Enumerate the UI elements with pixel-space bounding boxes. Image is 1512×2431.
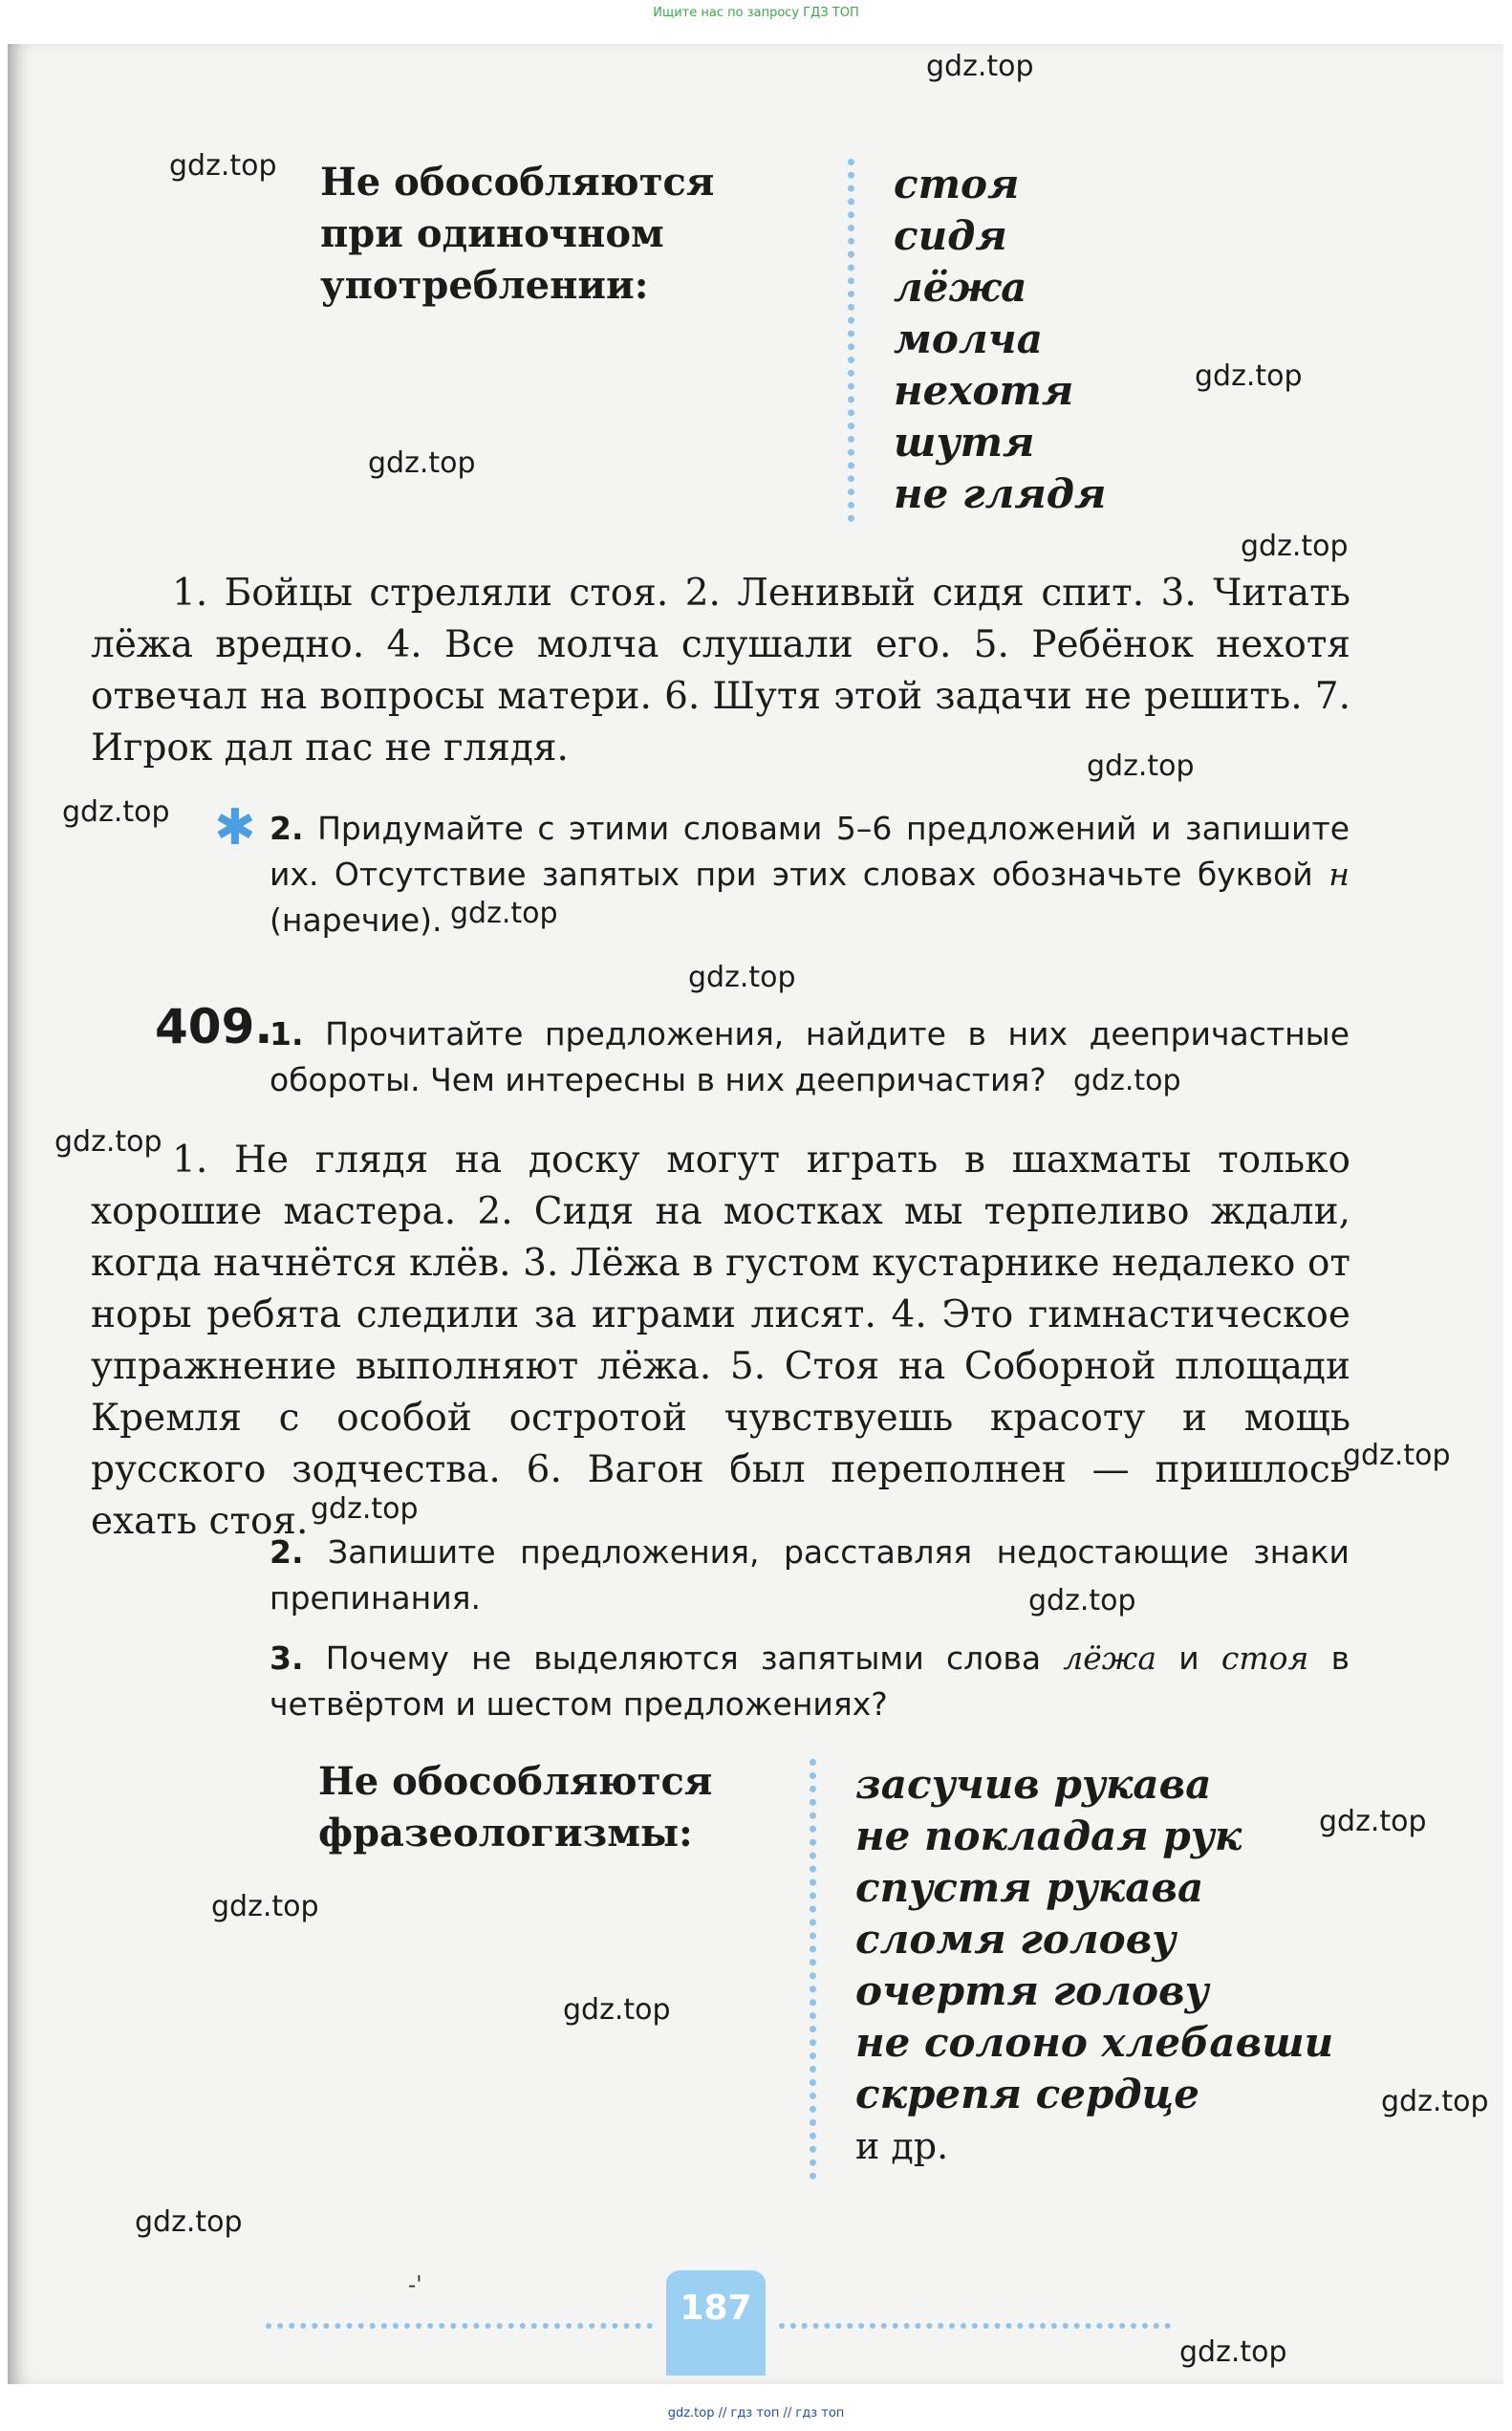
rule2-word: очертя голову — [855, 1967, 1209, 2014]
rule1-word: не глядя — [894, 470, 1107, 517]
footer-dots-left — [266, 2323, 653, 2329]
task-number: 2. — [270, 1533, 304, 1571]
rule2-divider — [810, 1759, 816, 2180]
watermark: gdz.top — [1319, 1805, 1427, 1838]
task-2 — [270, 806, 1350, 944]
rule1-title-line: употреблении: — [320, 263, 649, 308]
rule1-word: нехотя — [894, 367, 1074, 414]
rule2-word: скрепя сердце — [855, 2071, 1199, 2117]
watermark: gdz.top — [211, 1890, 319, 1923]
rule1-word: лёжа — [894, 264, 1027, 311]
rule1-divider — [848, 159, 854, 522]
watermark: gdz.top — [1241, 530, 1349, 563]
stray-mark: -' — [408, 2271, 422, 2298]
rule2-title-line: Не обособляются — [318, 1759, 713, 1804]
watermark: gdz.top — [169, 149, 277, 183]
exercise-409-task-3 — [270, 1636, 1350, 1727]
task-number: 2. — [270, 810, 304, 847]
watermark: gdz.top — [1179, 2335, 1287, 2369]
exercise-number: 409. — [155, 999, 273, 1054]
watermark: gdz.top — [1087, 749, 1195, 783]
task-letter: н — [1328, 856, 1350, 893]
exercise-409-task-2 — [270, 1530, 1350, 1621]
task-number: 3. — [270, 1639, 304, 1677]
rule1-word-list — [894, 159, 1295, 520]
rule1-word: сидя — [894, 212, 1007, 259]
watermark: gdz.top — [368, 446, 476, 480]
exercise-409-sentences: 1. Не глядя на доску могут играть в шахматы только хорошие мастера. 2. Сидя на мостках мы терпеливо ждали, когда начнётся клёв. 3. Лёжа в густом кустарнике недалеко от норы ребята следили за играми лисят. 4. Это гимнастическое упражнение выполняют лёжа. 5. Стоя на Соборной площади Кремля с особой остротой чувствуешь красоту и мощь русского зодчества. 6. Вагон был переполнен — пришлось ехать стоя. — [91, 1139, 1350, 1543]
task-word: лёжа — [1063, 1639, 1156, 1677]
watermark: gdz.top — [1381, 2085, 1489, 2118]
task-text: Придумайте с этими словами 5–6 предложений и запишите их. Отсутствие запятых при этих словах обозначьте буквой — [270, 810, 1350, 893]
task-text: и — [1178, 1639, 1199, 1677]
star-icon: ✱ — [214, 799, 256, 857]
watermark: gdz.top — [135, 2205, 243, 2239]
footer-links[interactable]: gdz.top // гдз топ // гдз топ — [667, 2406, 845, 2420]
task-word: стоя — [1220, 1639, 1309, 1677]
site-banner[interactable]: Ищите нас по запросу ГДЗ ТОП — [653, 6, 859, 20]
footer-dots-right — [779, 2323, 1171, 2329]
task-text: Прочитайте предложения, найдите в них деепричастные обороты. Чем интересны в них деепричастия? — [270, 1015, 1350, 1098]
watermark: gdz.top — [1343, 1439, 1451, 1472]
rule1-title — [320, 157, 836, 312]
watermark: gdz.top — [926, 50, 1034, 83]
rule2-word: сломя голову — [855, 1916, 1177, 1963]
rule1-word: шутя — [894, 419, 1035, 466]
rule1-word: молча — [894, 315, 1043, 362]
watermark: gdz.top — [1195, 359, 1303, 393]
rule1-title-line: при одиночном — [320, 211, 664, 256]
watermark: gdz.top — [563, 1993, 671, 2027]
rule2-etc: и др. — [855, 2125, 949, 2167]
rule2-word-list — [855, 1759, 1391, 2172]
rule2-word: засучив рукава — [855, 1761, 1212, 1808]
watermark: gdz.top — [1028, 1584, 1136, 1617]
task-text: Почему не выделяются запятыми слова — [325, 1639, 1042, 1677]
page-number: 187 — [666, 2270, 766, 2376]
example-sentences-1: 1. Бойцы стреляли стоя. 2. Ленивый сидя спит. 3. Читать лёжа вредно. 4. Все молча слушали его. 5. Ребёнок нехотя отвечал на вопросы матери. 6. Шутя этой задачи не решить. 7. Игрок дал пас не глядя. — [91, 572, 1350, 770]
rule2-word: спустя рукава — [855, 1864, 1204, 1911]
rule2-word: не покладая рук — [855, 1812, 1242, 1859]
task-text-tail: (наречие). — [270, 901, 443, 939]
exercise-409-task-1 — [270, 1011, 1350, 1103]
watermark: gdz.top — [450, 897, 558, 930]
watermark: gdz.top — [54, 1125, 162, 1159]
watermark: gdz.top — [1073, 1064, 1181, 1097]
rule1-title-line: Не обособляются — [320, 160, 715, 205]
task-text: в четвёртом и шестом предложениях? — [270, 1639, 1350, 1723]
rule2-title-line: фразеологизмы: — [318, 1811, 693, 1856]
watermark: gdz.top — [62, 795, 170, 829]
task-text: Запишите предложения, расставляя недостающие знаки препинания. — [270, 1533, 1350, 1617]
watermark: gdz.top — [311, 1492, 419, 1526]
rule1-word: стоя — [894, 161, 1020, 207]
rule2-word: не солоно хлебавши — [855, 2019, 1334, 2066]
rule2-title — [318, 1756, 796, 1859]
task-number: 1. — [270, 1015, 304, 1053]
watermark: gdz.top — [688, 961, 796, 994]
